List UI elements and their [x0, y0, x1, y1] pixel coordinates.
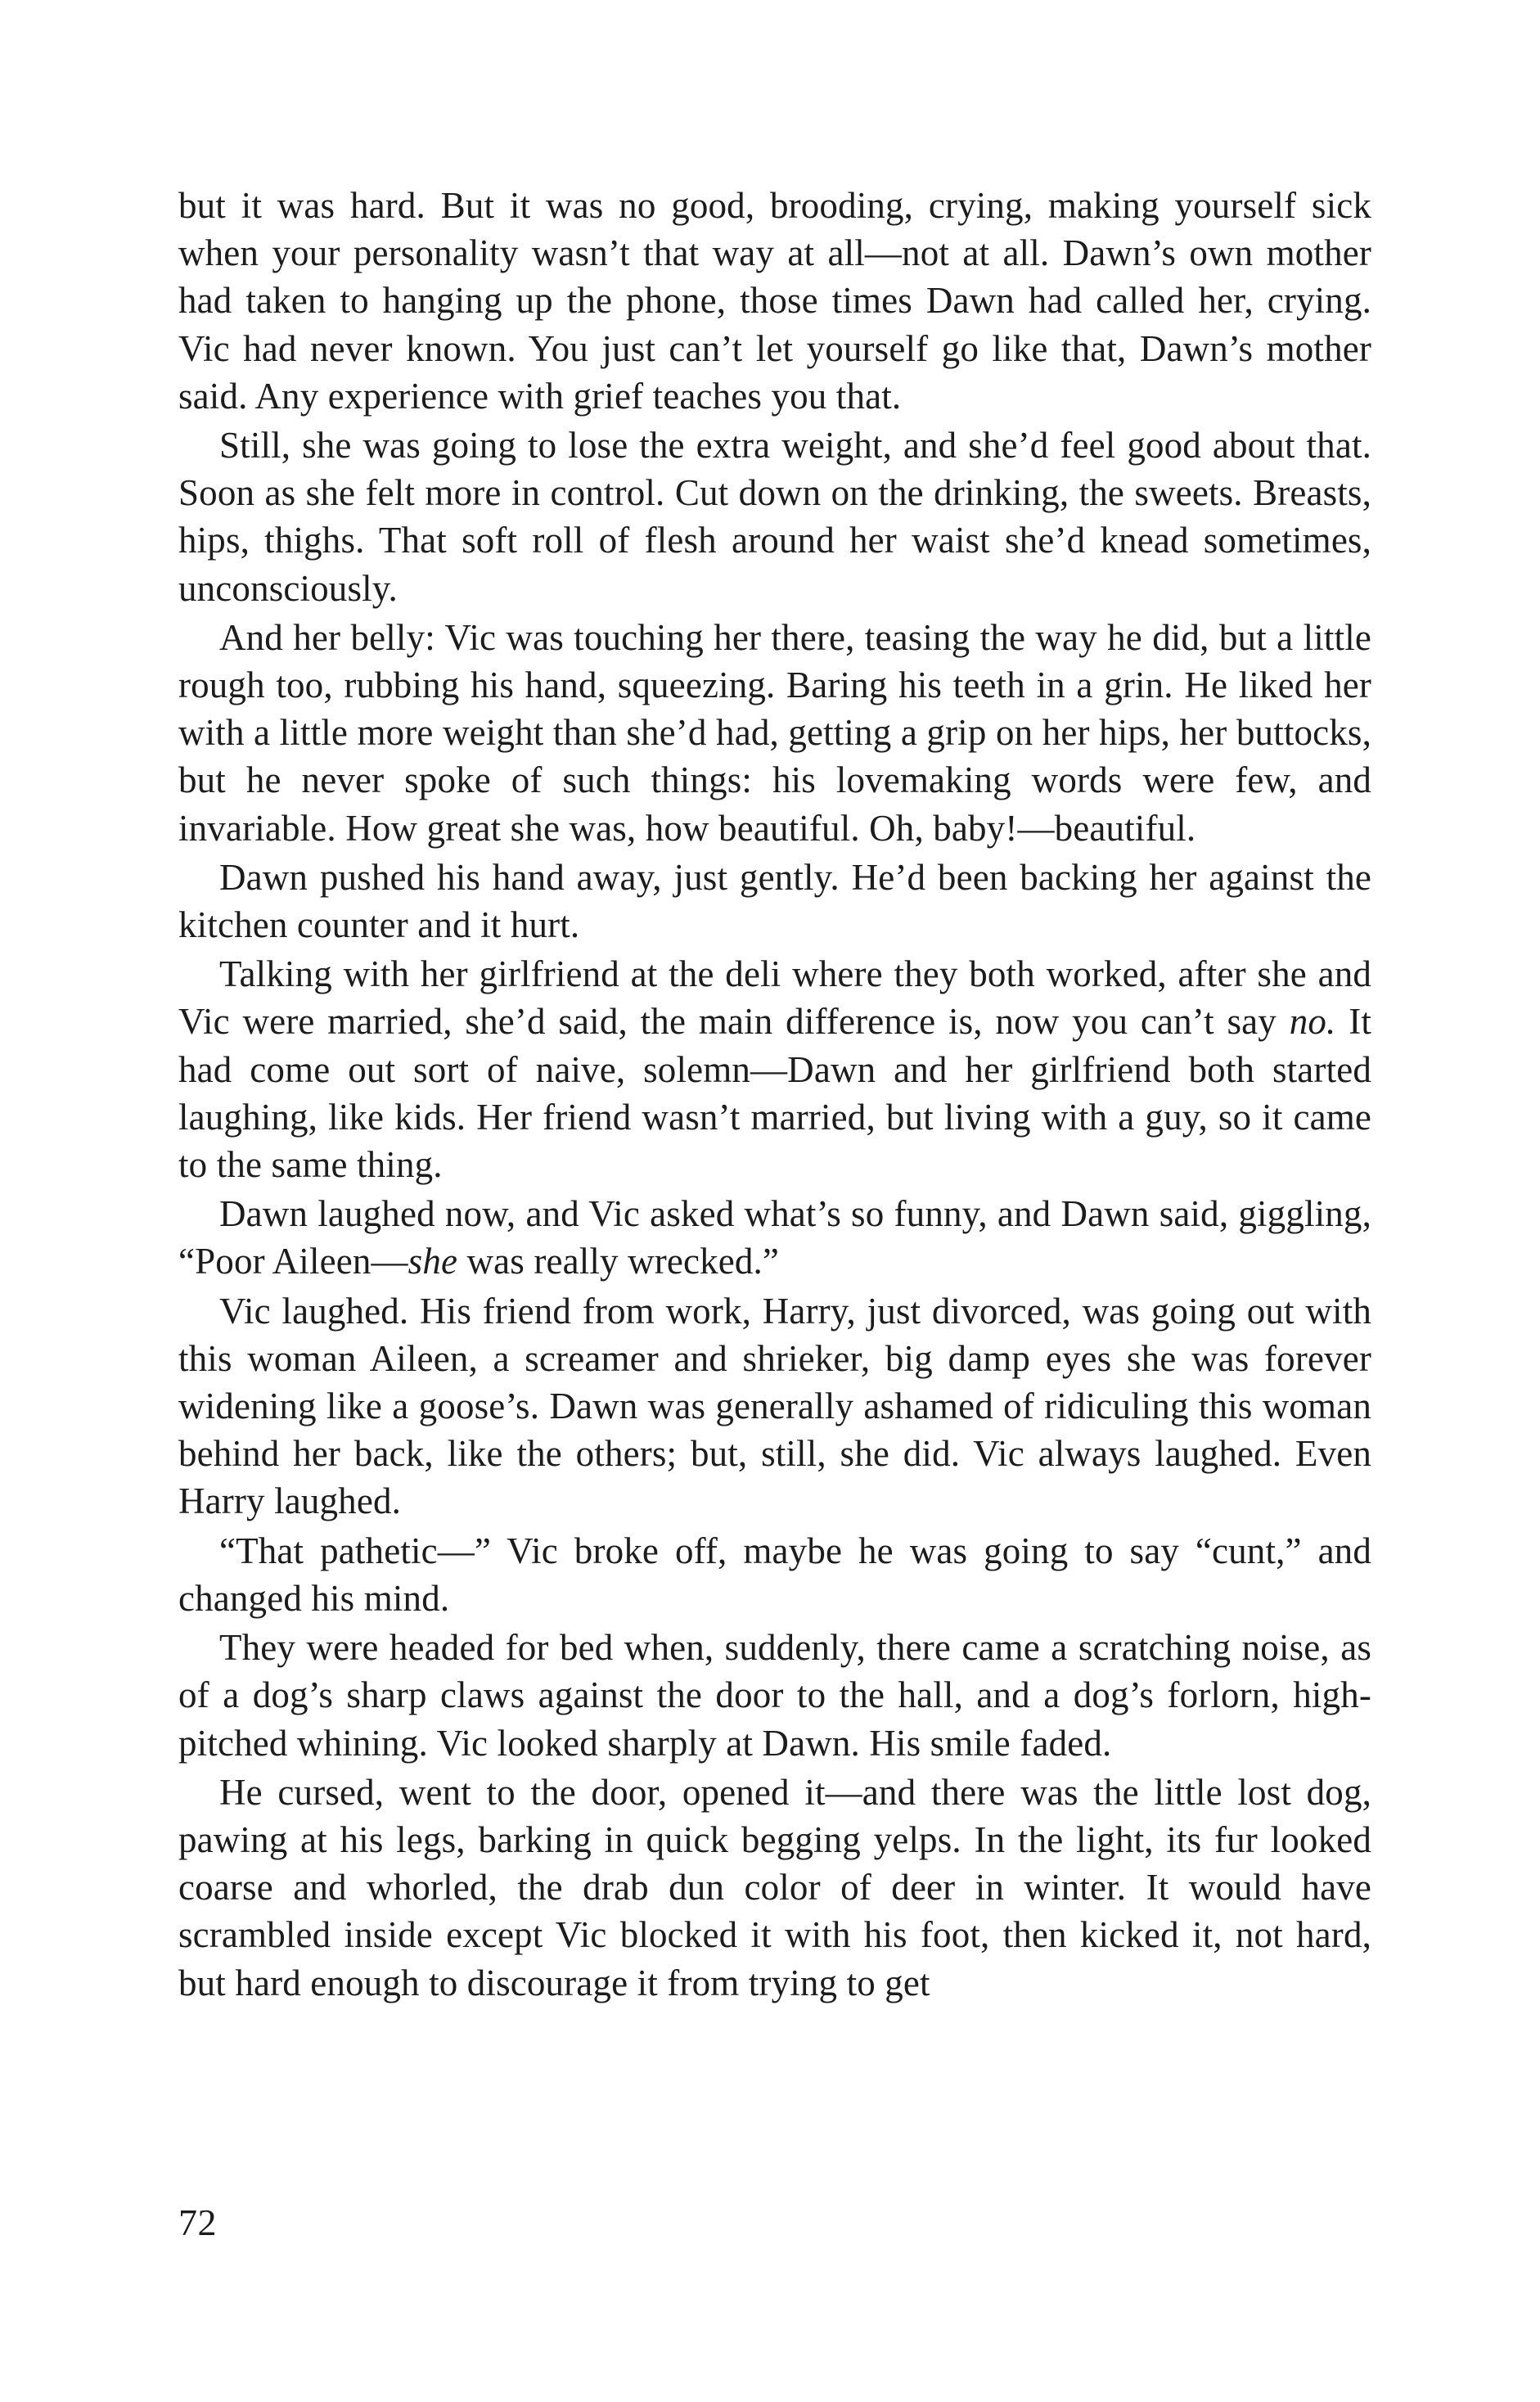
paragraph-2: Still, she was going to lose the extra weight, and she’d feel good about that. Soon as she felt more in control. Cut down on the drinking, the sweets. Breasts, hips, thighs. That soft roll of flesh around her waist she’d knead sometimes, unconsciously.	[178, 425, 1371, 609]
paragraph-5-text-after: It had come out sort of naive, solemn—Dawn and her girlfriend both started laughing, like kids. Her friend wasn’t married, but living with a guy, so it came to the same thing.	[178, 1001, 1371, 1186]
paragraph-6-italic-word: she	[408, 1241, 458, 1282]
page-number: 72	[178, 2201, 217, 2243]
paragraph-9: They were headed for bed when, suddenly, there came a scratching noise, as of a dog’s sharp claws against the door to the hall, and a dog’s forlorn, high-pitched whining. Vic looked sharply at Dawn. His smile faded.	[178, 1627, 1371, 1764]
paragraph-5-italic-word: no.	[1289, 1001, 1336, 1043]
paragraph-10: He cursed, went to the door, opened it—and there was the little lost dog, pawing at his legs, barking in quick begging yelps. In the light, its fur looked coarse and whorled, the drab dun color of deer in winter. It would have scrambled inside except Vic blocked it with his foot, then kicked it, not hard, but hard enough to discourage it from trying to get	[178, 1771, 1371, 2003]
paragraph-5	[178, 950, 1371, 1188]
paragraph-4: Dawn pushed his hand away, just gently. He’d been backing her against the kitchen counter and it hurt.	[178, 856, 1371, 946]
page-body	[178, 182, 1371, 2008]
paragraph-7: Vic laughed. His friend from work, Harry, just divorced, was going out with this woman Aileen, a screamer and shrieker, big damp eyes she was forever widening like a goose’s. Dawn was generally ashamed of ridiculing this woman behind her back, like the others; but, still, she did. Vic always laughed. Even Harry laughed.	[178, 1290, 1371, 1522]
paragraph-6	[178, 1190, 1371, 1285]
paragraph-8: “That pathetic—” Vic broke off, maybe he was going to say “cunt,” and changed his mind.	[178, 1530, 1371, 1619]
paragraph-3: And her belly: Vic was touching her there, teasing the way he did, but a little rough too, rubbing his hand, squeezing. Baring his teeth in a grin. He liked her with a little more weight than she’d had, getting a grip on her hips, her buttocks, but he never spoke of such things: his lovemaking words were few, and invariable. How great she was, how beautiful. Oh, baby!—beautiful.	[178, 616, 1371, 849]
paragraph-6-text-after: was really wrecked.”	[457, 1241, 780, 1282]
paragraph-1: but it was hard. But it was no good, brooding, crying, making yourself sick when your personality wasn’t that way at all—not at all. Dawn’s own mother had taken to hanging up the phone, those times Dawn had called her, crying. Vic had never known. You just can’t let yourself go like that, Dawn’s mother said. Any experience with grief teaches you that.	[178, 185, 1371, 417]
paragraph-5-text-before: Talking with her girlfriend at the deli where they both worked, after she and Vic were married, she’d said, the main difference is, now you can’t say	[178, 953, 1371, 1043]
paragraph-6-text-before: Dawn laughed now, and Vic asked what’s so funny, and Dawn said, giggling, “Poor Aileen—	[178, 1193, 1371, 1282]
